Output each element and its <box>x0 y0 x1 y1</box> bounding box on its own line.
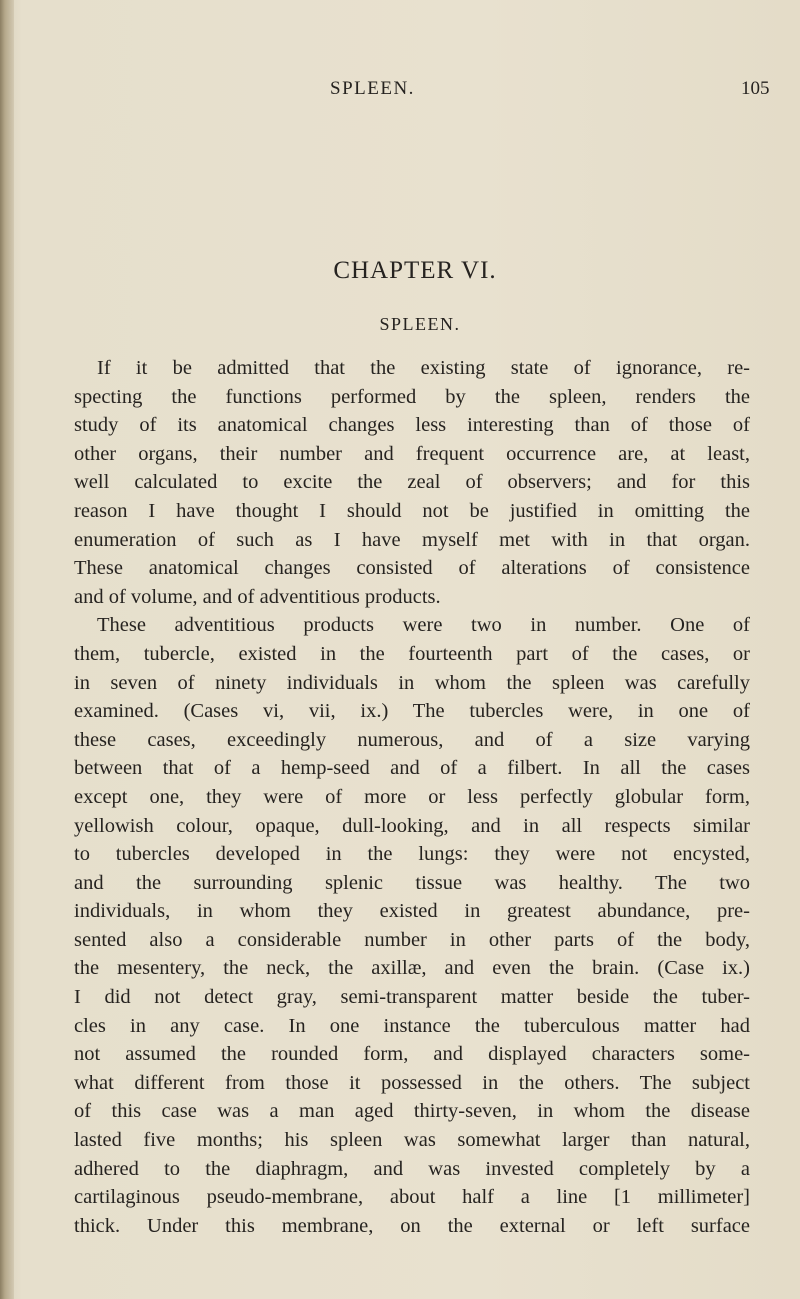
text-line: study of its anatomical changes less interesting than of those of <box>74 414 750 437</box>
text-line: thick. Under this membrane, on the external or left surface <box>74 1214 750 1237</box>
text-line: These adventitious products were two in number. One of <box>97 614 750 637</box>
text-line: well calculated to excite the zeal of observers; and for this <box>74 471 750 494</box>
chapter-heading: CHAPTER VI. <box>333 257 497 284</box>
text-line: examined. (Cases vi, vii, ix.) The tubercles were, in one of <box>74 700 750 723</box>
text-line: yellowish colour, opaque, dull-looking, and in all respects similar <box>74 814 750 837</box>
text-line: and of volume, and of adventitious products. <box>74 585 441 608</box>
page-gutter <box>0 0 14 1299</box>
text-line: reason I have thought I should not be justified in omitting the <box>74 499 750 522</box>
text-line: cles in any case. In one instance the tuberculous matter had <box>74 1014 750 1037</box>
text-line: If it be admitted that the existing state of ignorance, re- <box>97 357 750 379</box>
text-line: adhered to the diaphragm, and was invested completely by a <box>74 1157 750 1180</box>
text-line: and the surrounding splenic tissue was healthy. The two <box>74 871 750 894</box>
running-title: SPLEEN. <box>330 78 415 99</box>
text-line: sented also a considerable number in other parts of the body, <box>74 928 750 951</box>
text-line: to tubercles developed in the lungs: they were not encysted, <box>74 843 750 866</box>
text-line: These anatomical changes consisted of alterations of consistence <box>74 557 750 580</box>
text-line: individuals, in whom they existed in greatest abundance, pre- <box>74 900 750 923</box>
running-head <box>0 78 800 108</box>
text-line: not assumed the rounded form, and displayed characters some- <box>74 1043 750 1066</box>
text-line: them, tubercle, existed in the fourteenth part of the cases, or <box>74 642 750 665</box>
text-line: enumeration of such as I have myself met with in that organ. <box>74 528 750 551</box>
text-line: what different from those it possessed in the others. The subject <box>74 1071 750 1094</box>
text-line: of this case was a man aged thirty-seven, in whom the disease <box>74 1100 750 1123</box>
text-line: other organs, their number and frequent occurrence are, at least, <box>74 442 750 465</box>
section-heading: SPLEEN. <box>379 314 461 334</box>
text-line: in seven of ninety individuals in whom the spleen was carefully <box>74 671 750 694</box>
text-line: I did not detect gray, semi-transparent matter beside the tuber- <box>74 986 750 1009</box>
text-line: these cases, exceedingly numerous, and of a size varying <box>74 728 750 751</box>
text-line: specting the functions performed by the spleen, renders the <box>74 385 750 408</box>
text-line: between that of a hemp-seed and of a filbert. In all the cases <box>74 757 750 780</box>
text-line: except one, they were of more or less perfectly globular form, <box>74 785 750 808</box>
text-line: cartilaginous pseudo-membrane, about half a line [1 millimeter] <box>74 1186 750 1209</box>
text-line: lasted five months; his spleen was somewhat larger than natural, <box>74 1129 750 1152</box>
page-number: 105 <box>741 78 770 99</box>
text-line: the mesentery, the neck, the axillæ, and even the brain. (Case ix.) <box>74 957 750 980</box>
body-text <box>74 354 750 1240</box>
